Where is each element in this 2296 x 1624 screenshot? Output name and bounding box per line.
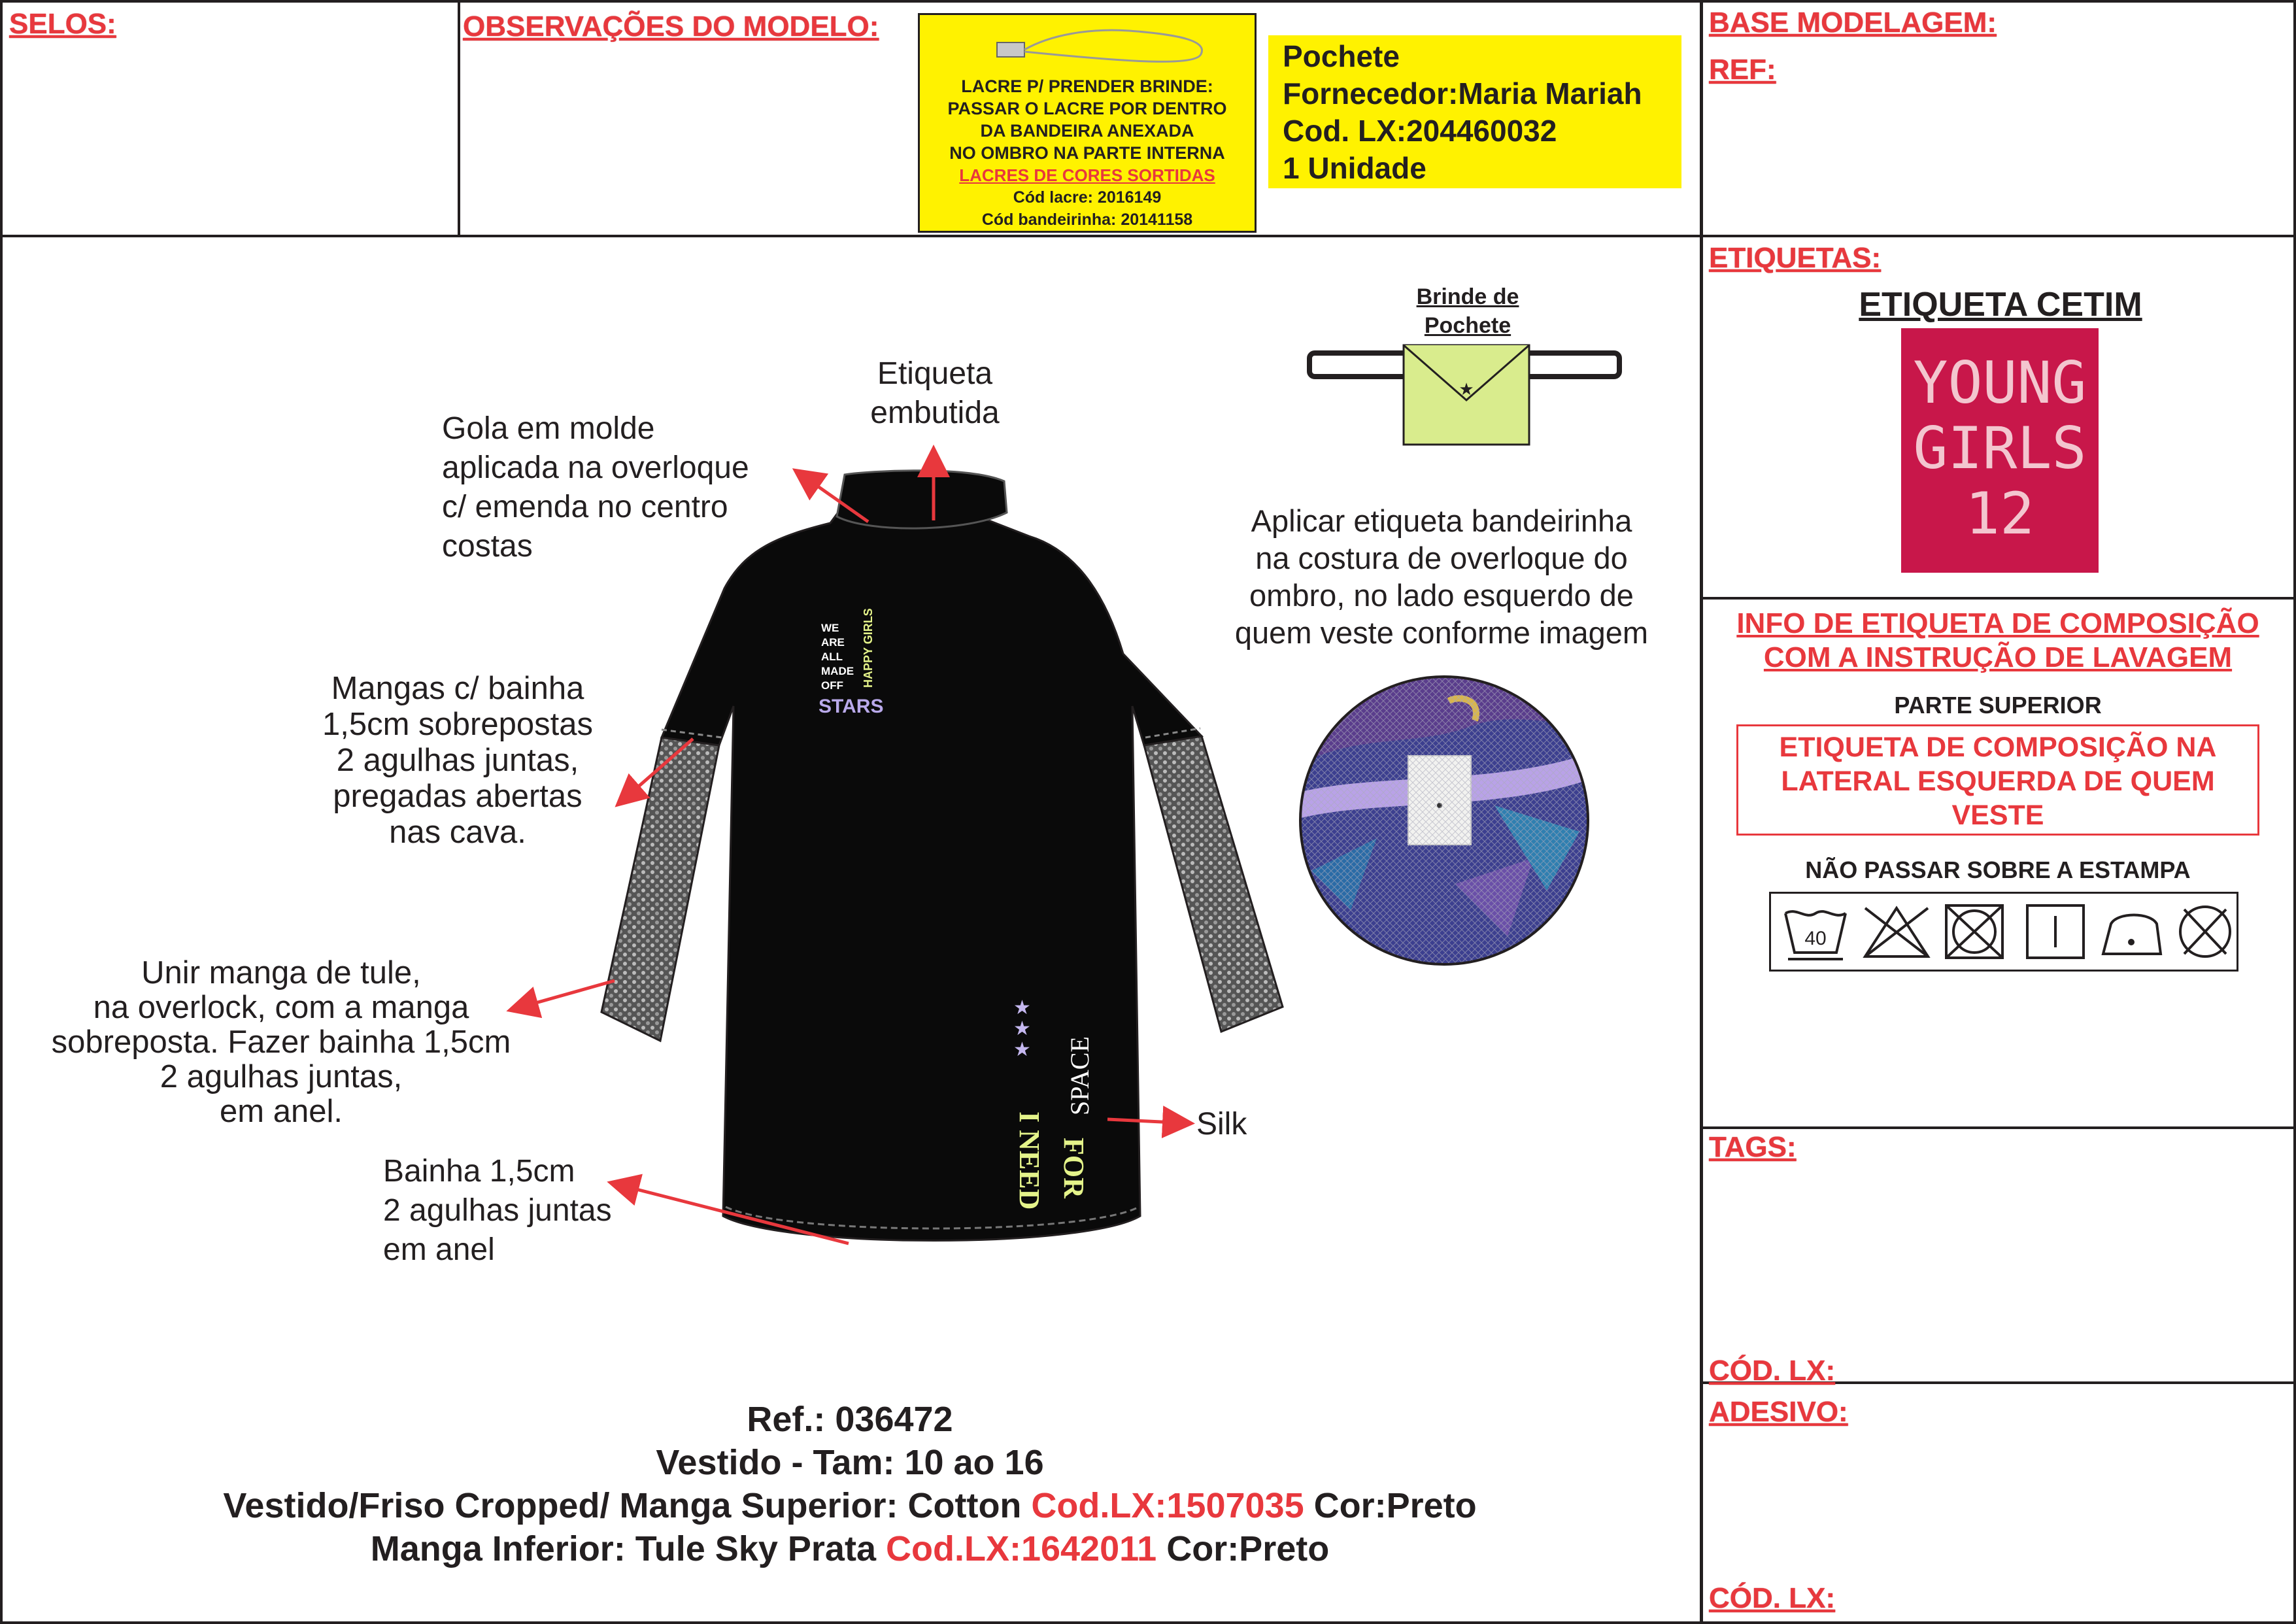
svg-text:★: ★ — [1459, 379, 1474, 399]
ref-title: REF: — [1709, 54, 1776, 86]
lacre-line-3: DA BANDEIRA ANEXADA — [980, 121, 1194, 141]
shoulder-detail-photo — [1298, 675, 1590, 966]
footer-line-4: Manga Inferior: Tule Sky Prata Cod.LX:1642011 Cor:Preto — [370, 1529, 1330, 1568]
print-for: FOR — [1058, 1138, 1090, 1198]
pochete-line-1: Pochete — [1283, 39, 1400, 73]
lacre-line-4: NO OMBRO NA PARTE INTERNA — [949, 143, 1225, 163]
base-modelagem-title: BASE MODELAGEM: — [1709, 7, 1997, 39]
bainha-note: Bainha 1,5cm 2 agulhas juntas em anel — [383, 1154, 612, 1267]
adesivo-title: ADESIVO: — [1709, 1396, 1848, 1428]
parte-superior-label: PARTE SUPERIOR — [1894, 692, 2102, 719]
observacoes-title: OBSERVAÇÕES DO MODELO: — [463, 10, 879, 42]
brinde-title: Brinde de Pochete — [1416, 284, 1519, 338]
selos-title: SELOS: — [9, 8, 116, 40]
print-stars-icon: ★ ★ ★ — [1013, 997, 1031, 1060]
footer-info — [26, 1398, 1674, 1570]
composicao-box: ETIQUETA DE COMPOSIÇÃO NA LATERAL ESQUERDA DE QUEM VESTE — [1736, 724, 2259, 836]
pochete-line-2: Fornecedor:Maria Mariah — [1283, 76, 1642, 110]
nao-passar-aviso: NÃO PASSAR SOBRE A ESTAMPA — [1805, 856, 2191, 883]
unir-manga-note: Unir manga de tule, na overlock, com a manga sobreposta. Fazer bainha 1,5cm 2 agulhas juntas, em anel. — [51, 955, 511, 1129]
lacre-line-1: LACRE P/ PRENDER BRINDE: — [961, 76, 1213, 96]
etiqueta-cetim-title: ETIQUETA CETIM — [1859, 286, 2142, 324]
tags-title: TAGS: — [1709, 1131, 1797, 1163]
etiqueta-cetim-label: YOUNG GIRLS 12 — [1901, 328, 2099, 573]
cod-bandeirinha: Cód bandeirinha: 20141158 — [981, 211, 1193, 229]
etiqueta-embutida-note: Etiqueta embutida — [870, 356, 1000, 430]
info-composicao-title: INFO DE ETIQUETA DE COMPOSIÇÃO COM A INSTRUÇÃO DE LAVAGEM — [1736, 607, 2259, 673]
chest-print-stars: STARS — [819, 696, 884, 717]
gola-note: Gola em molde aplicada na overloque c/ emenda no centro costas — [442, 411, 749, 564]
mangas-note: Mangas c/ bainha 1,5cm sobrepostas 2 agulhas juntas, pregadas abertas nas cava. — [322, 671, 593, 850]
cod-lacre: Cód lacre: 2016149 — [1013, 188, 1162, 207]
cod-lx-tags-title: CÓD. LX: — [1709, 1355, 1836, 1387]
care-icons-strip — [1769, 892, 2238, 972]
silk-note: Silk — [1196, 1107, 1247, 1142]
aplicar-etiqueta-note: Aplicar etiqueta bandeirinha na costura de overloque do ombro, no lado esquerdo de quem veste conforme imagem — [1234, 503, 1649, 650]
footer-line-3: Vestido/Friso Cropped/ Manga Superior: Cotton Cod.LX:1507035 Cor:Preto — [223, 1486, 1477, 1525]
pochete-line-4: 1 Unidade — [1283, 151, 1427, 185]
chest-print-side: HAPPY GIRLS — [862, 608, 875, 688]
print-i-need: I NEED — [1013, 1111, 1045, 1210]
lacre-highlight: LACRES DE CORES SORTIDAS — [959, 165, 1215, 185]
chest-print: WE ARE ALL MADE OFF — [821, 622, 854, 692]
cod-lx-adesivo-title: CÓD. LX: — [1709, 1582, 1836, 1614]
etiquetas-title: ETIQUETAS: — [1709, 242, 1882, 274]
lacre-line-2: PASSAR O LACRE POR DENTRO — [947, 99, 1227, 118]
print-space: SPACE — [1065, 1036, 1094, 1115]
pochete-line-3: Cod. LX:204460032 — [1283, 114, 1557, 148]
footer-ref: Ref.: 036472 — [747, 1400, 953, 1439]
footer-vestido: Vestido - Tam: 10 ao 16 — [656, 1443, 1044, 1482]
wash-temp: 40 — [1804, 928, 1827, 949]
